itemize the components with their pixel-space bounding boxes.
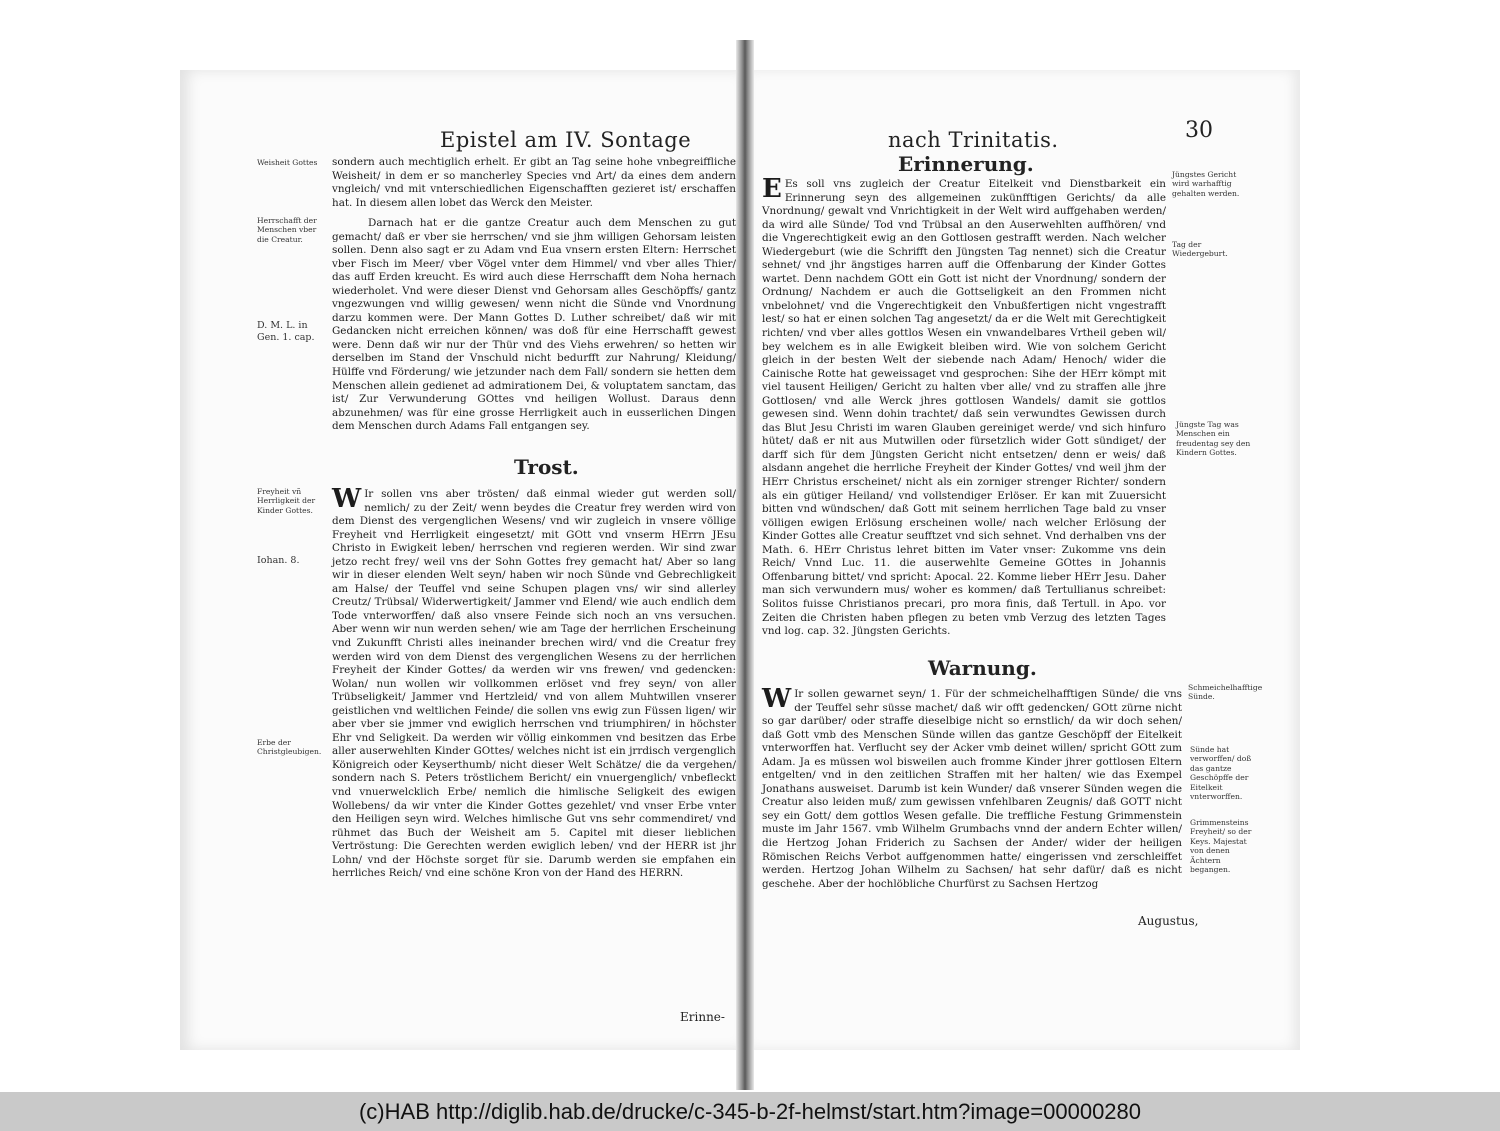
- right-catchword: Augustus,: [1138, 914, 1199, 928]
- left-paragraph-1: sondern auch mechtiglich erhelt. Er gibt an Tag seine hohe vnbegreiffliche Weisheit/ in dem er so mancherley Species vnd Art/ da eines dem andern vngleich/ vnd mit vnterschiedlichen Eigenschafften gezieret ist/ erschaffen hat. In diesem allen lobet das Werck den Meister.: [332, 156, 736, 209]
- margin-note-juengstes-gericht: Jüngstes Gericht wird warhafftig gehalten werden.: [1172, 170, 1240, 198]
- margin-note-freyheit: Freyheit vñ Herrligkeit der Kinder Gottes.: [257, 487, 316, 515]
- margin-note-juengste-tag: Jüngste Tag was Menschen ein freudentag sey den Kindern Gottes.: [1176, 420, 1251, 458]
- right-running-header: nach Trinitatis.: [888, 128, 1059, 152]
- margin-note-iohan: Iohan. 8.: [257, 555, 300, 566]
- margin-note-schmeichelhafftige: Schmeichelhafftige Sünde.: [1188, 683, 1263, 702]
- margin-note-wiedergeburt: Tag der Wiedergeburt.: [1172, 240, 1228, 259]
- right-paragraph-2: W Ir sollen gewarnet seyn/ 1. Für der schmeichelhafftigen Sünde/ die vns der Teuffel sehr süsse machet/ daß wir offt gedencken/ GOtt zürne nicht so gar darüber/ oder straffe dieselbige nicht so ernstlich/ da wir doch sehen/ daß Gott vmb des Menschen Sünde willen das gantze Geschöpff der Eitelkeit vnterworffen hat. Verflucht sey der Acker vmb deinet willen/ spricht GOtt zum Adam. Ja es müssen wol bisweilen auch fromme Kinder jhrer gottlosen Eltern entgelten/ vnd in den zeitlichen Straffen mit her halten/ wie das Exempel Jonathans ausweiset. Darumb ist kein Wunder/ daß vnserer Sünden wegen die Creatur also leiden muß/ zum gewissen vnfehlbaren Zeugnis/ daß GOTT nicht sey ein Gott/ dem gottlos Wesen gefalle. Die treffliche Festung Grimmenstein muste im Jahr 1567. vmb Wilhelm Grumbachs vnnd der andern Echter willen/ die Hertzog Johan Friderich zu Sachsen der Ander/ wider der heiligen Römischen Reichs Verbot auffgenommen hatte/ eingerissen vnd zerschleiffet werden. Hertzog Johan Wilhelm zu Sachsen/ hat sehr dafür/ daß es nicht geschehe. Aber der hochlöbliche Churfürst zu Sachsen Hertzog: [762, 684, 1182, 890]
- left-catchword: Erinne-: [680, 1010, 725, 1024]
- section-title-warnung: Warnung.: [928, 656, 1037, 680]
- page-number: 30: [1185, 118, 1213, 143]
- left-paragraph-3: W Ir sollen vns aber trösten/ daß einmal wieder gut werden soll/ nemlich/ zu der Zeit/ wenn beydes die Creatur frey werden wird von dem Dienst des vergenglichen Wesens/ vnd wir zugleich in vnsere völlige Freyheit vnd Herrligkeit eingesetzt/ mit GOtt vnd vnserm HErrn JEsu Christo in Ewigkeit leben/ herrschen vnd regieren werden. Wir sind zwar jetzo recht frey/ weil vns der Sohn Gottes frey gemacht hat/ Aber so lang wir in dieser elenden Welt seyn/ haben wir noch Sünde vnd Gebrechligkeit am Halse/ der Teuffel vnd seine Schupen plagen vns/ wir sind allerley Creutz/ Trübsal/ Widerwertigkeit/ Jammer vnd Elend/ wie auch endlich dem Tode vnterworffen/ daß also vnsere Feinde sich noch an vns versuchen. Aber wenn wir nun werden sehen/ wie am Tage der herrlichen Erscheinung vnd Zukunfft Christi alles ineinander brechen wird/ vnd die Creatur frey werden wird von dem Dienst des vergenglichen Wesens zu der herrlichen Freyheit der Kinder Gottes/ da werden wir vns frewen/ vnd gedencken: Wolan/ nun wollen wir vollkommen erlöset vnd frey seyn/ von aller Trübseligkeit/ Jammer vnd Hertzleid/ vnd von allem Muhtwillen vnserer geistlichen vnd weltlichen Feinde/ die sollen vns ewig zun Füssen ligen/ wir aber vber sie jmmer vnd ewiglich herrschen vnd triumphiren/ in höchster Ehr vnd Seligkeit. Da werden wir völlig einkommen vnd besitzen das Erbe aller auserwehlten Kinder GOttes/ welches nicht ist ein jrrdisch vergenglich Königreich oder Keyserthumb/ nicht dieser Welt Schätze/ die da vergehen/ sondern nach S. Peters tröstlichem Bericht/ ein vnuergenglich/ vnbefleckt vnd vnuerwelcklich Erbe/ nemlich die himlische Seligkeit des ewigen Wollebens/ da wir vnter die Kinder Gottes gezehlet/ vnd vnser Erbe vnter den Heiligen seyn wird. Welches himlische Gut vns sehr commendiret/ vnd rühmet das Buch der Weisheit am 5. Capitel mit dieser lieblichen Vertröstung: Die Gerechten werden ewiglich leben/ vnd der HERR ist jhr Lohn/ vnd der Höchste sorget für sie. Darumb werden sie empfahen ein herrliches Reich/ vnd eine schöne Kron von der Hand des HERRN.: [332, 484, 736, 880]
- left-running-header: Epistel am IV. Sontage: [440, 128, 692, 152]
- margin-note-erbe: Erbe der Christgleubigen.: [257, 738, 322, 757]
- margin-note-dml: D. M. L. in Gen. 1. cap.: [257, 320, 315, 343]
- drop-cap-w: W: [332, 484, 362, 514]
- section-title-erinnerung: Erinnerung.: [898, 152, 1034, 176]
- section-title-trost: Trost.: [514, 455, 579, 479]
- book-gutter: [736, 40, 754, 1090]
- drop-cap-e: E: [762, 174, 782, 204]
- left-paragraph-2: Darnach hat er die gantze Creatur auch dem Menschen zu gut gemacht/ daß er vber sie herrschen/ vnd sie jhm willigen Gehorsam leisten sollen. Denn also sagt er zu Adam vnd Eua vnsern ersten Eltern: Herrschet vber Fisch im Meer/ vber Vögel vnter dem Himmel/ vnd vber alles Thier/ das auff Erden kreucht. Es wird auch diese Herrschafft dem Noha hernach wiederholet. Vnd were dieser Dienst vnd Gehorsam alles Geschöpffs/ gantz vngezwungen vnd willig gewesen/ wenn nicht die Sünde vnd Vnordnung darzu kommen were. Der Mann Gottes D. Luther schreibet/ daß wir mit Gedancken nicht erreichen können/ was doß für eine Herrschafft gewest were. Denn daß wir nur der Thür vnd des Viehs erwehren/ so hetten wir derselben im Stand der Vnschuld nicht bedurfft zur Nahrung/ Kleidung/ Hülffe vnd Förderung/ wie jetzunder nach dem Fall/ sondern sie hetten dem Menschen allein gedienet ad admirationem Dei, & voluptatem sanctam, das ist/ Zur Verwunderung GOttes vnd heiligen Wollust. Daraus denn abzunehmen/ was für eine grosse Herrligkeit auch in eusserlichen Dingen dem Menschen durch Adams Fall entgangen sey.: [332, 217, 736, 433]
- drop-cap-w2: W: [762, 684, 792, 714]
- copyright-footer: (c)HAB http://diglib.hab.de/drucke/c-345-b-2f-helmst/start.htm?image=00000280: [0, 1092, 1500, 1131]
- margin-note-weisheit: Weisheit Gottes: [257, 158, 318, 167]
- right-paragraph-1: E Es soll vns zugleich der Creatur Eitelkeit vnd Dienstbarkeit ein Erinnerung seyn des allgemeinen zukünfftigen Gerichts/ da alle Vnordnung/ gewalt vnd Vnrichtigkeit in der Welt wird auffgehaben werden/ da wird alle Sünde/ Tod vnd Trübsal an den Auserwehlten auffhören/ vnd die Vngerechtigkeit ewig an den Gottlosen gestrafft werden. Nach welcher Wiedergeburt (wie die Schrifft den Jüngsten Tag nennet) sich die Creatur sehnet/ vnd jhr ängstiges harren auff die Offenbarung der Kinder Gottes wartet. Denn nachdem GOtt ein Gott ist nicht der Vnordnung/ sondern der Ordnung/ Nachdem er auch die Gottseligkeit an den Frommen nicht vnbelohnet/ vnd die Vngerechtigkeit den Vnbußfertigen nicht vngestrafft lest/ so hat er einen solchen Tag angesetzt/ da er die Welt mit Gerechtigkeit richten/ vnd vber alles gottlos Wesen ein vnwandelbares Vrtheil geben wil/ bey welchem es in alle Ewigkeit bleiben wird. Wie von solchem Gericht gleich in der besten Welt der siebende nach Adam/ Henoch/ wider die Cainische Rotte hat geweissaget vnd gesprochen: Sihe der HErr kömpt mit viel tausent Heiligen/ Gericht zu halten vber alle/ vnd zu straffen alle jhre Gottlosen/ vnd alle Werck jhres gottlosen Wandels/ damit sie gottlos gewesen sind. Wenn dohin trachtet/ daß sein verwundtes Gewissen durch das Blut Jesu Christi im waren Glauben gereiniget werde/ vnd sich hinfuro hütet/ daß er nit aus Mutwillen oder fürsetzlich wider Gott sündiget/ der darff sich für dem Jüngsten Gericht nicht entsetzen/ denn er weis/ daß alsdann angehet die herrliche Freyheit der Kinder Gottes/ vnd weil jhm der HErr Christus erscheinet/ nicht als ein zorniger strenger Richter/ sondern als ein gütiger Heiland/ vnd vollstendiger Erlöser. Er kan mit Zuuersicht bitten vnd wündschen/ daß Gott mit seinem herrlichen Tage bald zu vnser völligen ewigen Erlösung erscheinen wolle/ nach welcher Erlösung der Kinder Gottes alle Creatur seufftzet vnd sich sehnet. Vnd derhalben vns der Math. 6. HErr Christus lehret bitten im Vater vnser: Zukomme vns dein Reich/ Vnnd Luc. 11. die auserwehlte Gemeine GOttes in Johannis Offenbarung bittet/ vnd spricht: Apocal. 22. Komme lieber HErr Jesu. Daher man sich verwundern mus/ woher es kommen/ daß Tertullianus schreibet: Solitos fuisse Christianos precari, pro mora finis, daß Tertull. in Apo. vor Zeiten die Christen haben pflegen zu beten vmb Verzug des letzten Tages vnd log. cap. 32. Jüngsten Gerichts.: [762, 174, 1166, 638]
- margin-note-grimmenstein: Grimmensteins Freyheit/ so der Keys. Majestat von denen Ächtern begangen.: [1190, 818, 1252, 875]
- margin-note-herrschafft: Herrschafft der Menschen vber die Creatur.: [257, 216, 317, 244]
- margin-note-suende: Sünde hat verworffen/ doß das gantze Geschöpffe der Eitelkeit vnterworffen.: [1190, 745, 1252, 802]
